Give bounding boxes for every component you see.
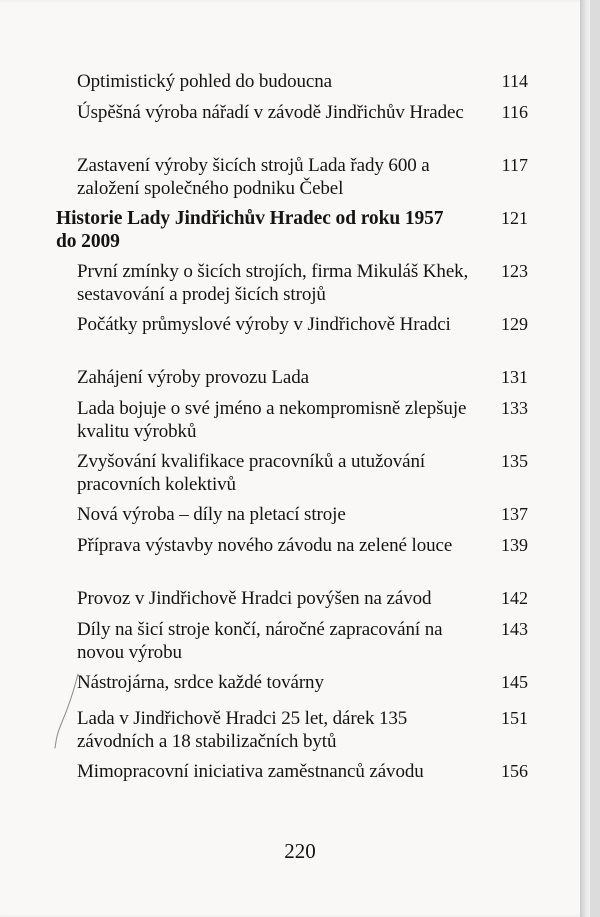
toc-entry	[77, 671, 477, 694]
toc-entry	[77, 450, 477, 496]
toc-entry-page: 151	[501, 708, 528, 728]
toc-entry-title: Počátky průmyslové výroby v Jindřichově Hradci	[77, 314, 451, 335]
toc-entry-title: Mimopracovní iniciativa zaměstnanců závodu	[77, 761, 424, 782]
toc-entry-page: 139	[501, 535, 528, 555]
toc-entry-title: Lada bojuje o své jméno a nekompromisně zlepšuje kvalitu výrobků	[77, 398, 467, 442]
toc-entry	[77, 503, 477, 526]
toc-entry-page: 131	[501, 367, 528, 387]
toc-entry-page: 145	[501, 672, 528, 692]
toc-entry	[77, 366, 477, 389]
toc-entry-title: První zmínky o šicích strojích, firma Mikuláš Khek, sestavování a prodej šicích strojů	[77, 261, 469, 305]
toc-entry-title: Optimistický pohled do budoucna	[77, 71, 332, 92]
toc-entry-page: 116	[501, 102, 528, 122]
toc-entry-page: 114	[501, 71, 528, 91]
toc-entry-title: Úspěšná výroba nářadí v závodě Jindřichův Hradec	[77, 102, 464, 123]
toc-entry	[77, 313, 477, 336]
toc-entry	[77, 101, 477, 124]
toc-entry-title: Nástrojárna, srdce každé továrny	[77, 672, 324, 693]
toc-entry	[77, 587, 487, 610]
page-number: 220	[284, 839, 316, 863]
toc-entry-page: 142	[501, 588, 528, 608]
toc-entry-title: Lada v Jindřichově Hradci 25 let, dárek 135 závodních a 18 stabilizačních bytů	[77, 708, 408, 752]
toc-entry-page: 137	[501, 504, 528, 524]
toc-section-heading	[56, 207, 456, 253]
toc-entry-page: 143	[501, 619, 528, 639]
toc-entry-title: Zastavení výroby šicích strojů Lada řady 600 a založení společného podniku Čebel	[77, 155, 430, 199]
toc-entry-page: 117	[501, 155, 528, 175]
toc-entry	[77, 260, 477, 306]
toc-entry-page: 123	[501, 261, 528, 281]
toc-entry-page: 135	[501, 451, 528, 471]
pencil-stroke-mark	[54, 670, 84, 750]
toc-entry	[77, 70, 477, 93]
toc-entry-page: 133	[501, 398, 528, 418]
toc-entry	[77, 534, 477, 557]
toc-entry-title: Zvyšování kvalifikace pracovníků a utužování pracovních kolektivů	[77, 451, 426, 495]
toc-entry-title: Díly na šicí stroje končí, náročné zapracování na novou výrobu	[77, 619, 443, 663]
toc-entry-title: Nová výroba – díly na pletací stroje	[77, 504, 346, 525]
toc-entry	[77, 618, 477, 664]
toc-entry	[77, 154, 477, 200]
page-edge-shadow	[580, 0, 590, 917]
toc-entry-page: 129	[501, 314, 528, 334]
toc-entry	[77, 707, 477, 753]
toc-entry-title: Zahájení výroby provozu Lada	[77, 367, 309, 388]
toc-entry-page: 156	[501, 761, 528, 781]
toc-section-title: Historie Lady Jindřichův Hradec od roku 1957 do 2009	[56, 208, 444, 252]
toc-entry	[77, 397, 477, 443]
toc-section-page: 121	[501, 208, 528, 228]
toc-entry-title: Provoz v Jindřichově Hradci povýšen na závod	[77, 588, 432, 609]
toc-entry	[77, 760, 487, 783]
toc-entry-title: Příprava výstavby nového závodu na zelené louce	[77, 535, 453, 556]
